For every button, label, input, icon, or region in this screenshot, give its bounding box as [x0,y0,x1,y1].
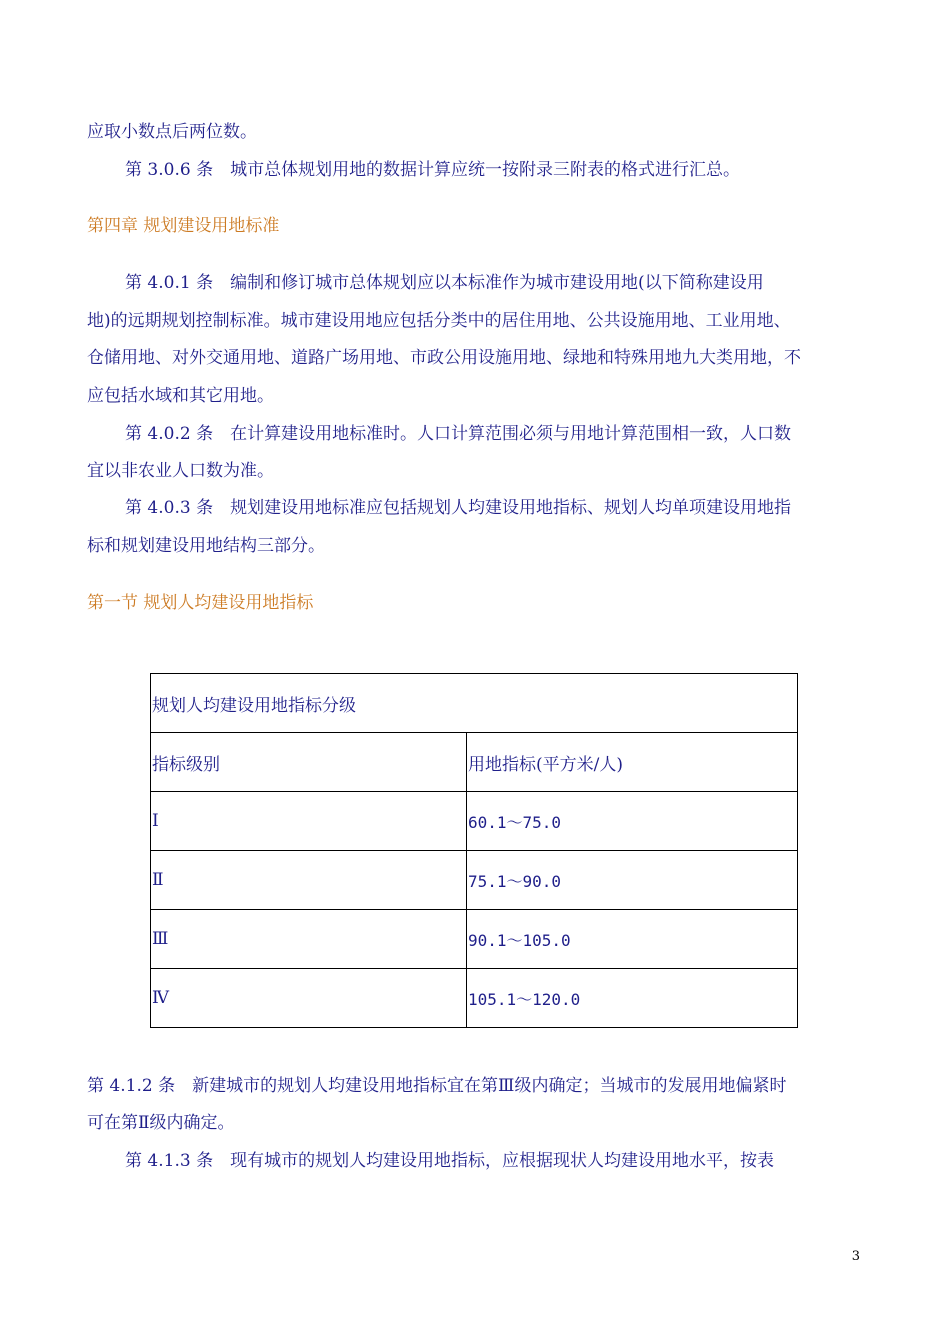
grade-cell: Ⅰ [151,792,467,851]
page-number: 3 [851,1249,860,1264]
index-cell: 60.1～75.0 [466,792,797,851]
table-row [151,851,798,910]
paragraph-line: 应包括水域和其它用地。 [87,386,274,406]
table-caption-row [151,674,798,733]
section-1-heading: 第一节 规划人均建设用地指标 [87,593,314,613]
paragraph-line: 应取小数点后两位数。 [87,122,257,142]
article-4-0-1: 第 4.0.1 条 编制和修订城市总体规划应以本标准作为城市建设用地(以下简称建设用 [125,273,764,293]
paragraph-line: 可在第Ⅱ级内确定。 [87,1113,235,1133]
table-row [151,969,798,1028]
article-4-1-2: 第 4.1.2 条 新建城市的规划人均建设用地指标宜在第Ⅲ级内确定；当城市的发展用地偏紧时 [87,1076,787,1096]
grade-cell: Ⅳ [151,969,467,1028]
paragraph-line: 仓储用地、对外交通用地、道路广场用地、市政公用设施用地、绿地和特殊用地九大类用地，不 [87,348,801,368]
paragraph-line: 宜以非农业人口数为准。 [87,461,274,481]
table-row [151,792,798,851]
chapter-4-heading: 第四章 规划建设用地标准 [87,216,280,236]
table-row [151,910,798,969]
article-3-0-6: 第 3.0.6 条 城市总体规划用地的数据计算应统一按附录三附表的格式进行汇总。 [125,160,741,180]
table-header-row [151,733,798,792]
article-4-0-2: 第 4.0.2 条 在计算建设用地标准时。人口计算范围必须与用地计算范围相一致，人口数 [125,424,792,444]
article-4-0-3: 第 4.0.3 条 规划建设用地标准应包括规划人均建设用地指标、规划人均单项建设用地指 [125,498,792,518]
header-grade: 指标级别 [151,733,467,792]
article-4-1-3: 第 4.1.3 条 现有城市的规划人均建设用地指标，应根据现状人均建设用地水平，按表 [125,1151,775,1171]
paragraph-line: 标和规划建设用地结构三部分。 [87,536,325,556]
index-cell: 90.1～105.0 [466,910,797,969]
table-caption: 规划人均建设用地指标分级 [151,674,798,733]
index-cell: 105.1～120.0 [466,969,797,1028]
index-cell: 75.1～90.0 [466,851,797,910]
land-index-table [150,673,798,1028]
grade-cell: Ⅱ [151,851,467,910]
paragraph-line: 地)的远期规划控制标准。城市建设用地应包括分类中的居住用地、公共设施用地、工业用地、 [87,311,791,331]
header-land-index: 用地指标(平方米/人) [466,733,797,792]
grade-cell: Ⅲ [151,910,467,969]
